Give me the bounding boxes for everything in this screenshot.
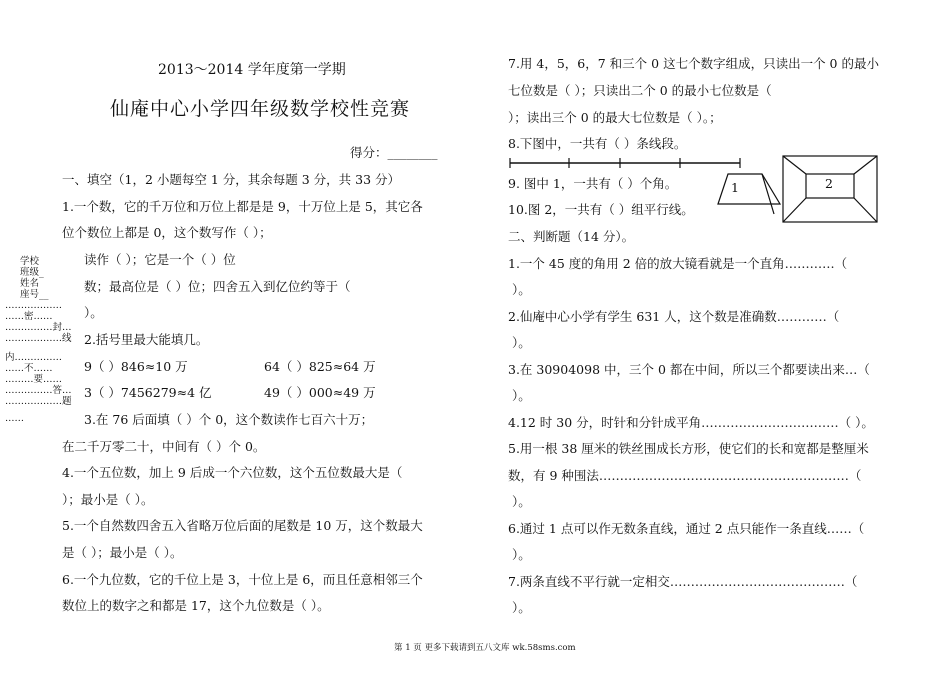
question-1-line2: 位个数位上都是 0，这个数写作（ ）；	[62, 225, 272, 240]
question-10: 10.图 2，一共有（ ）组平行线。	[508, 202, 694, 217]
figure-2-label: 2	[825, 176, 833, 191]
judge-1-line1: 1.一个 45 度的角用 2 倍的放大镜看就是一个直角…………（	[508, 256, 848, 271]
question-3-line1: 3.在 76 后面填（ ）个 0，这个数读作七百六十万；	[84, 412, 374, 427]
judge-2-line1: 2.仙庵中心小学有学生 631 人，这个数是准确数…………（	[508, 309, 840, 324]
segment-line-figure	[508, 155, 748, 175]
question-5-line1: 5.一个自然数四舍五入省略万位后面的尾数是 10 万，这个数最大	[62, 518, 423, 533]
margin-name-label: 姓名	[20, 278, 40, 289]
question-6-line2: 数位上的数字之和都是 17，这个九位数是（ ）。	[62, 598, 330, 613]
judge-5-line1: 5.用一根 38 厘米的铁丝围成长方形，使它们的长和宽都是整厘米	[508, 441, 869, 456]
question-2-a: 9（ ）846≈10 万	[84, 359, 188, 374]
question-2-b: 64（ ）825≈64 万	[264, 359, 376, 374]
margin-seal-line: ………………线	[5, 333, 72, 344]
question-2: 2.括号里最大能填几。	[84, 332, 209, 347]
judge-7-line2: ）。	[512, 600, 531, 615]
section1-heading: 一、填空（1，2 小题每空 1 分，其余每题 3 分，共 33 分）	[62, 172, 401, 187]
figure-1-trapezoid	[716, 172, 782, 220]
term-heading: 2013～2014 学年度第一学期	[158, 62, 346, 78]
judge-5-line3: ）。	[512, 494, 531, 509]
margin-seal-line: ……………答…	[5, 385, 72, 396]
question-5-line2: 是（ ）；最小是（ ）。	[62, 545, 183, 560]
margin-seal-line: 内……………	[5, 352, 63, 363]
question-9: 9. 图中 1，一共有（ ）个角。	[508, 176, 678, 191]
question-1-line3: 读作（ ）；它是一个（ ）位	[84, 252, 236, 267]
margin-seat-label: 座号__	[20, 289, 49, 300]
judge-4: 4.12 时 30 分，时针和分针成平角……………………………（ ）。	[508, 415, 874, 430]
figure-1-label: 1	[731, 180, 739, 195]
question-1-line1: 1.一个数，它的千万位和万位上都是是 9，十万位上是 5，其它各	[62, 199, 423, 214]
question-7-line2: 七位数是（ ）；只读出二个 0 的最小七位数是（	[508, 83, 772, 98]
margin-seal-line: ……………封…	[5, 322, 72, 333]
score-field: 得分：________	[350, 145, 438, 160]
question-1-line5: ）。	[84, 305, 103, 320]
page-title: 仙庵中心小学四年级数学校性竞赛	[110, 98, 411, 120]
margin-seal-line: ………………题	[5, 396, 72, 407]
margin-class-label: 班级_	[20, 267, 44, 278]
margin-seal-line: ……密……	[5, 311, 53, 322]
question-7-line3: ）；读出三个 0 的最大七位数是（ ）。；	[508, 110, 722, 125]
question-6-line1: 6.一个九位数，它的千位上是 3，十位上是 6，而且任意相邻三个	[62, 572, 423, 587]
margin-seal-line: ……	[5, 413, 24, 424]
judge-1-line2: ）。	[512, 282, 531, 297]
judge-7-line1: 7.两条直线不平行就一定相交……………………………………（	[508, 574, 858, 589]
judge-3-line2: ）。	[512, 388, 531, 403]
margin-seal-line: ………要……	[5, 374, 63, 385]
judge-2-line2: ）。	[512, 335, 531, 350]
question-3-line2: 在二千万零二十，中间有（ ）个 0。	[62, 439, 266, 454]
question-2-c: 3（ ）7456279≈4 亿	[84, 385, 212, 400]
judge-5-line2: 数，有 9 种围法……………………………………………………（	[508, 468, 862, 483]
question-1-line4: 数；最高位是（ ）位；四舍五入到亿位约等于（	[84, 279, 351, 294]
judge-3-line1: 3.在 30904098 中，三个 0 都在中间，所以三个都要读出来…（	[508, 362, 870, 377]
question-7-line1: 7.用 4，5，6，7 和三个 0 这七个数字组成，只读出一个 0 的最小	[508, 56, 879, 71]
judge-6-line2: ）。	[512, 547, 531, 562]
question-8: 8.下图中，一共有（ ）条线段。	[508, 136, 687, 151]
judge-6-line1: 6.通过 1 点可以作无数条直线，通过 2 点只能作一条直线……（	[508, 521, 865, 536]
margin-seal-line: ………………	[5, 300, 62, 311]
margin-seal-line: ……不……	[5, 363, 53, 374]
section2-heading: 二、判断题（14 分）。	[508, 229, 635, 244]
question-4-line2: ）；最小是（ ）。	[62, 492, 154, 507]
question-4-line1: 4.一个五位数，加上 9 后成一个六位数，这个五位数最大是（	[62, 465, 403, 480]
margin-school-label: 学校	[20, 256, 40, 267]
question-2-d: 49（ ）000≈49 万	[264, 385, 376, 400]
page-footer: 第 1 页 更多下载请到五八文库 wk.58sms.com	[394, 643, 576, 653]
